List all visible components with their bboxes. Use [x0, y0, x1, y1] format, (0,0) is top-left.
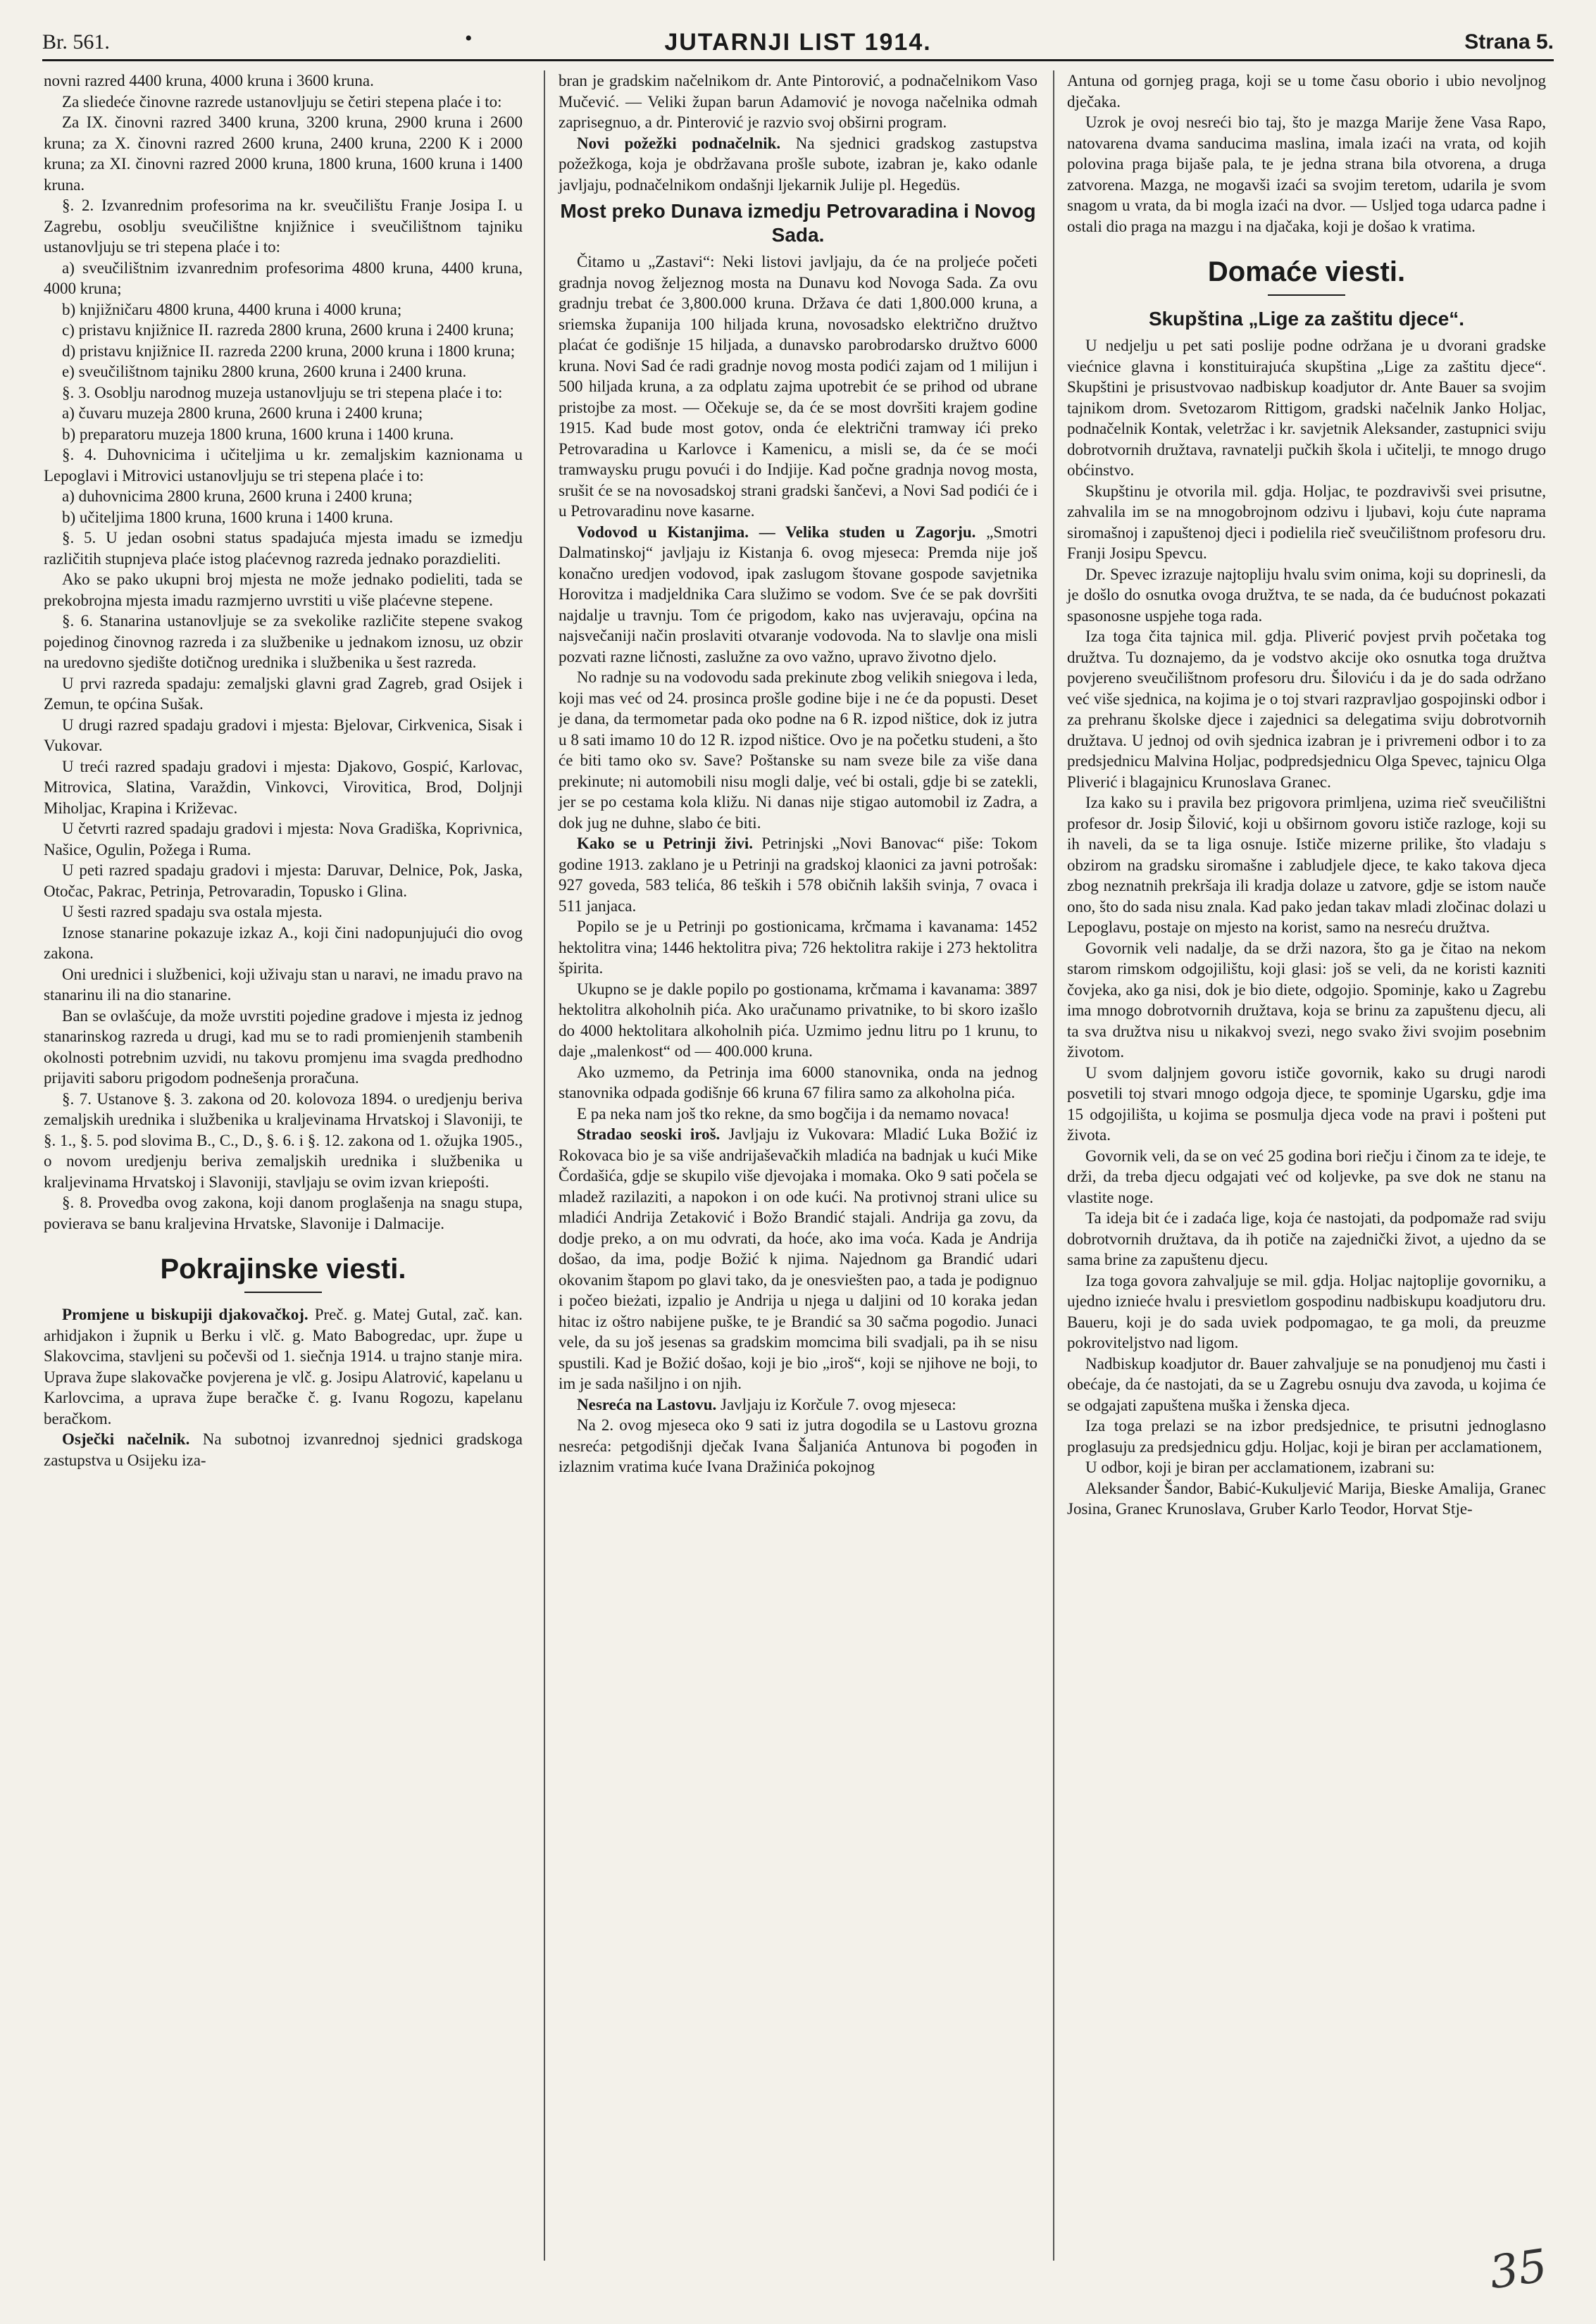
page-header — [42, 25, 1554, 61]
heading-rule — [244, 1292, 322, 1293]
column-1 — [44, 70, 523, 1470]
paragraph: Iza toga čita tajnica mil. gdja. Pliverić povjest prvih početaka tog družtva. Tu doznajemo, da je vodstvo akcije oko osnutka toga družtva povjereno sveučilištnom profesoru dru. Šiloviću i da je do sada održano već više sjednica, na kojima je o toj stvari razpravljao gospojinski odbor i za prehranu školske djece i zajednici sa delegatima sviju dobrotvornih družtava. U jednoj od ovih sjednica izabran je i privremeni odbor i to za predsjednicu Malvina Holjac, podpredsjednicu Olga Spevec, tajnicu Olga Pliverić i blagajnicu Krunoslava Granec. — [1067, 627, 1546, 791]
paragraph: b) knjižničaru 4800 kruna, 4400 kruna i 4000 kruna; — [62, 300, 402, 318]
article-title: Most preko Dunava izmedju Petrovaradina i Novog Sada. — [560, 200, 1036, 246]
paragraph: U drugi razred spadaju gradovi i mjesta: Bjelovar, Cirkvenica, Sisak i Vukovar. — [44, 716, 523, 754]
paragraph: Antuna od gornjeg praga, koji se u tome času oborio i ubio nevoljnog dječaka. — [1067, 72, 1546, 111]
column-3 — [1067, 70, 1546, 1520]
paragraph: b) učiteljima 1800 kruna, 1600 kruna i 1400 kruna. — [62, 508, 394, 526]
paragraph: §. 2. Izvanrednim profesorima na kr. sveučilištu Franje Josipa I. u Zagrebu, osoblju sveučilištne knjižnice i sveučilištnom tajniku ustanovljuju se tri stepena plaće i to: — [44, 196, 523, 256]
section-heading: Pokrajinske viesti. — [160, 1254, 406, 1285]
article — [559, 833, 1037, 916]
page-number: Strana 5. — [1464, 30, 1554, 54]
article-lead: Osječki načelnik. — [62, 1430, 190, 1448]
paragraph: §. 8. Provedba ovog zakona, koji danom proglašenja na snagu stupa, povierava se banu kraljevina Hrvatske, Slavonije i Dalmacije. — [44, 1194, 523, 1232]
article-lead: Nesreća na Lastovu. — [577, 1395, 717, 1413]
article-body: Na subotnoj izvanrednoj sjednici gradskoga zastupstva u Osijeku iza- — [44, 1430, 523, 1469]
paragraph: U svom daljnjem govoru ističe govornik, kako su drugi narodi posvetili toj stvari mnogo odgoja djece, te spominje Ugarsku, gdje ima 15 odgojilišta, u kojima se posmulja djeca vode na pravi i pošteni put života. — [1067, 1063, 1546, 1144]
paragraph: Ako uzmemo, da Petrinja ima 6000 stanovnika, onda na jednog stanovnika odpada godišnje 66 kruna 67 filira samo za alkoholna pića. — [559, 1063, 1037, 1101]
article — [44, 1304, 523, 1429]
paragraph: Ako se pako ukupni broj mjesta ne može jednako podieliti, tada se prekobrojna mjesta imadu razmjerno uvrstiti u više plaćevne stepene. — [44, 570, 523, 609]
article-lead: Stradao seoski iroš. — [577, 1125, 721, 1143]
paragraph: Aleksander Šandor, Babić-Kukuljević Marija, Bieske Amalija, Granec Josina, Granec Krunoslava, Gruber Karlo Teodor, Horvat Stje- — [1067, 1479, 1546, 1518]
heading-rule — [1268, 294, 1345, 296]
paragraph: Popilo se je u Petrinji po gostionicama, krčmama i kavanama: 1452 hektolitra vina; 1446 hektolitra piva; 726 hektolitra rakije i 273 hektolitra špirita. — [559, 918, 1037, 977]
paragraph: §. 6. Stanarina ustanovljuje se za svekolike različite stepene svakog pojedinog činovnog razreda i za službenike u jednakom iznosu, uz obzir na uredovno sjedište dotičnog urednika i službenika u šest razreda. — [44, 612, 523, 671]
paragraph: §. 4. Duhovnicima i učiteljima u kr. zemaljskim kaznionama u Lepoglavi i Mitrovici ustanovljuju se tri stepena plaće i to: — [44, 446, 523, 485]
section-heading: Domaće viesti. — [1207, 256, 1406, 287]
newspaper-title: JUTARNJI LIST 1914. — [664, 28, 932, 56]
column-divider — [544, 70, 545, 2261]
paragraph: Iza toga prelazi se na izbor predsjednice, te prisutni jednoglasno proglasuju za predsjednicu gdju. Holjac, koji je biran per acclamationem, — [1067, 1417, 1546, 1456]
article-body: Na sjednici gradskog zastupstva požežkoga, koja je obdržavana prošle subote, izabran je, kako odanle javljaju, podnačelnikom ondašnji ljekarnik Julije pl. Hegedüs. — [559, 134, 1037, 194]
paragraph: §. 7. Ustanove §. 3. zakona od 20. kolovoza 1894. o uredjenju beriva zemaljskih urednika i službenika u kraljevinama Hrvatskoj i Slavoniji, te §. 1., §. 5. pod slovima B., C., D., §. 6. i §. 12. zakona od 1. ožujka 1905., o novom uredjenju beriva zemaljskih urednika i službenika u kraljevinama Hrvatskoj i Slavoniji, stavljaju se ovim izvan kriepośti. — [44, 1089, 523, 1191]
paragraph: Uzrok je ovoj nesreći bio taj, što je mazga Marije žene Vasa Rapo, natovarena dvama sanducima maslina, imala izaći na vrata, od kojih polovina praga bijaše pala, te je jedna strana bila otvorena, a druga zatvorena. Mazga, ne mogavši izaći sa svojim teretom, udarila je svom snagom u vrata, da bi mogla izaći na dvor. — Usljed toga udarca padne i ostali dio praga na mazgu i na djačaka, koji je došao k vratima. — [1067, 113, 1546, 235]
paragraph: d) pristavu knjižnice II. razreda 2200 kruna, 2000 kruna i 1800 kruna; — [62, 342, 516, 360]
paragraph: §. 5. U jedan osobni status spadajuća mjesta imadu se izmedju različitih stupnjeva plaće istog plaćevnog razreda jednako porazdieliti. — [44, 529, 523, 568]
paragraph: Ban se ovlašćuje, da može uvrstiti pojedine gradove i mjesta iz jednog stanarinskog razreda u drugi, kad mu se to radi promienjenih stambenih okolnosti potrebnim uzvidi, nu takovu promjenu ima svagda predhodno prijaviti saboru prigodom podnešenja proračuna. — [44, 1006, 523, 1087]
paragraph: Oni urednici i službenici, koji uživaju stan u naravi, ne imadu pravo na stanarinu ili na dio stanarine. — [44, 965, 523, 1004]
article-lead: Vodovod u Kistanjima. — Velika studen u Zagorju. — [577, 523, 976, 541]
paragraph: Skupštinu je otvorila mil. gdja. Holjac, te pozdravivši svei prisutne, zahvalila im se na mnogobrojnom odzivu i ljubavi, koju ćute naprama siromašnoj i zapuštenoj djeci i podielila rieč sveučilištnom profesoru dru. Franji Josipu Spevcu. — [1067, 482, 1546, 562]
paragraph: a) duhovnicima 2800 kruna, 2600 kruna i 2400 kruna; — [62, 487, 413, 505]
paragraph: a) sveučilištnim izvanrednim profesorima 4800 kruna, 4400 kruna, 4000 kruna; — [44, 258, 523, 297]
column-2 — [559, 70, 1037, 1478]
article-lead: Novi požežki podnačelnik. — [577, 134, 781, 152]
article — [559, 133, 1037, 196]
paragraph: U šesti razred spadaju sva ostala mjesta. — [62, 903, 323, 920]
issue-number: Br. 561. — [42, 30, 110, 54]
paragraph: Ukupno se je dakle popilo po gostionama, krčmama i kavanama: 3897 hektolitra alkoholnih pića. Ako uračunamo privatnike, to bi skoro izašlo do 4000 hektolitara alkoholnih pića. Uzmimo jednu litru po 1 krunu, to daje „malenkost“ od — 400.000 kruna. — [559, 980, 1037, 1060]
paragraph: Iznose stanarine pokazuje izkaz A., koji čini nadopunjujući dio ovog zakona. — [44, 923, 523, 962]
paragraph: b) preparatoru muzeja 1800 kruna, 1600 kruna i 1400 kruna. — [62, 425, 454, 443]
article-lead: Promjene u biskupiji djakovačkoj. — [62, 1306, 308, 1323]
article-body: Preč. g. Matej Gutal, zač. kan. arhidjakon i župnik u Berku i vlč. g. Mato Babogredac, upr. župe u Slakovcima, stavljeni su počevši od 1. siečnja 1914. u trajno stanje mira. Uprava župe slakovačke povjerena je vlč. g. Josipu Alatrović, kapelanu u Karlovcima, a uprava župe beračke č. g. Ivanu Rogozu, kapelanu beračkom. — [44, 1306, 523, 1427]
paragraph: Govornik veli nadalje, da se drži nazora, što ga je čitao na nekom starom rimskom odgojilištu, koji glasi: još se veli, da ne koristi kazniti čovjeka, ako ga nisi, dok je bio diete, odgojio. Spominje, kako u Zagrebu ima mnogo dobrotvornih družtava, koja se brinu za zapuštenu djecu, ali ta sva družtva nisu u nikakvoj svezi, nego svako živi svojim posebnim životom. — [1067, 939, 1546, 1061]
paragraph: Za IX. činovni razred 3400 kruna, 3200 kruna, 2900 kruna i 2600 kruna; za X. činovni razred 2600 kruna, 2400 kruna, 2200 K i 2000 kruna; za XI. činovni razred 2000 kruna, 1800 kruna, 1600 kruna i 1400 kruna. — [44, 113, 523, 194]
paragraph: Iza toga govora zahvaljuje se mil. gdja. Holjac najtoplije govorniku, a ujedno iznieće hvalu i presvietlom gospodinu nadbiskupu koadjutoru dru. Baueru, koji je do sada uviek podpomagao, te ga moli, da preuzme pokroviteljstvo nad ligom. — [1067, 1271, 1546, 1351]
article — [559, 1124, 1037, 1394]
paragraph: U nedjelju u pet sati poslije podne održana je u dvorani gradske viećnice glavna i konstituirajuća skupština „Lige za zaštitu djece“. Skupštini je prisustvovao nadbiskup koadjutor dr. Ante Bauer sa svojim tajnikom drom. Svetozarom Rittigom, gradski načelnik Janko Holjac, podnačelnik Kontak, veletržac i kr. savjetnik Aleksander, zastupnici sviju dobrotvornih družtava, ravnatelji pučkih škola i učitelji, te mnogo drugo obćinstvo. — [1067, 337, 1546, 479]
paragraph: e) sveučilištnom tajniku 2800 kruna, 2600 kruna i 2400 kruna. — [62, 363, 467, 380]
article-lead: Kako se u Petrinji živi. — [577, 835, 754, 852]
header-dot: • — [465, 27, 473, 50]
handwritten-page-number: 35 — [1485, 2239, 1550, 2300]
article — [559, 522, 1037, 668]
article-body: Javljaju iz Korčule 7. ovog mjeseca: — [721, 1395, 956, 1413]
paragraph: Govornik veli, da se on već 25 godina bori riečju i činom za te ideje, te drži, da treba djecu odgajati već od koljevke, pa sve dok ne stanu na vlastite noge. — [1067, 1147, 1546, 1206]
paragraph: c) pristavu knjižnice II. razreda 2800 kruna, 2600 kruna i 2400 kruna; — [62, 321, 514, 339]
article-body: Javljaju iz Vukovara: Mladić Luka Božić iz Rokovaca bio je sa više andrijaševačkih mladića na badnjak u kući Mike Čordašića, gdje se skupilo više djevojaka i momaka. Oko 9 sati počela se mladež razilaziti, a napokon i on ode kući. Na protivnoj strani ulice su mladići Andrija Zetaković i Božo Brandić stajali. Andrija ga zovu, da dodje preko, a on mu odvrati, da hoće, ako ima voća. Kada je Andrija došao, da ima, podje Božić k njima. Najednom ga Brandić udari okovanim štapom po glavi tako, da je onesviešten pao, a tada je podignuo i počeo bieżati, izpalio je Andrija u njega u daljini od 10 koraka jedan hitac iz oštro nabijene puške, te je Brandić sa 30 sačma pogodio. Junaci vele, da su još jesenas sa gradskim momcima bili svadjali, pa ih se nisu spustili. Kad je Božić došao, koji je bio „iroš“, koji se njihove ne boji, to im je sada našiljno i on njih. — [559, 1125, 1037, 1392]
paragraph: Nadbiskup koadjutor dr. Bauer zahvaljuje se na ponudjenoj mu časti i obećaje, da će nastojati, da se u Zagrebu osnuju dva zavoda, u kojima će se odgajati zapuštena muška i ženska djeca. — [1067, 1354, 1546, 1414]
paragraph: Dr. Spevec izrazuje najtopliju hvalu svim onima, koji su doprinesli, da je došlo do osnutka ovoga družtva, te se nada, da će budućnost pokazati spasonosne uspjehe toga rada. — [1067, 565, 1546, 625]
paragraph: U odbor, koji je biran per acclamationem, izabrani su: — [1085, 1458, 1435, 1476]
article-body: „Smotri Dalmatinskoj“ javljaju iz Kistanja 6. ovog mjeseca: Premda nije još konačno uredjen vodovod, ipak zaslugom štovane gospode savjetnika Horovitza i madjeldnika Cara služimo se vodom. Sve će se pak dovršiti najdalje u travnju. Tom će prigodom, kako nas uvjeravaju, općina na najsvečaniji način proslaviti otvaranje vodovoda. Na to slavlje ona misli pozvati razne ličnosti, zaslužne za ovo važno, upravo životno djelo. — [559, 523, 1037, 666]
paragraph: Iza kako su i pravila bez prigovora primljena, uzima rieč sveučilištni profesor dr. Josip Šilović, koji u obširnom govoru ističe razloge, koji su ih naveli, da se ta liga osnuje. Ističe mizerne prilike, što vladaju s obzirom na gradsku siromašne i zabludjele djece, te kako takova djeca zbog neznatnih prekršaja ili kradja dolaze u zatvore, gdje se istom nauče ono, što do sada nisu znala. Kad pako jedan takav mladi zločinac dolazi u Lepoglavu, postaje on mjesto na korist, samo na nesreću družtva. — [1067, 794, 1546, 936]
paragraph: §. 3. Osoblju narodnog muzeja ustanovljuju se tri stepena plaće i to: — [62, 383, 503, 401]
paragraph: a) čuvaru muzeja 2800 kruna, 2600 kruna i 2400 kruna; — [62, 404, 423, 422]
article — [44, 1429, 523, 1470]
paragraph: No radnje su na vodovodu sada prekinute zbog velikih sniegova i leda, koji mas već od 24. prosinca prošle godine bije i ne će da popusti. Deset je dana, da termometar pada oko podne na 6 R. izpod ništice, dok iz jutra u 8 sati imamo 10 do 12 R. izpod ništice. Ovo je na početku studeni, a što će biti tamo oko sv. Save? Poštanske su nam sveze bile za više dana prekinute; ni automobili nisu mogli dalje, već bi ostali, gdje bi se zatekli, jer se po cestama kola kližu. Ni danas nije stigao automobil iz Zadra, a dok jug ne duhne, slabo će biti. — [559, 668, 1037, 832]
article-body: Petrinjski „Novi Banovac“ piše: Tokom godine 1913. zaklano je u Petrinji na gradskoj klaonici za javni potrošak: 927 goveda, 583 telića, 86 teških i 578 običnih lakših svinja, 7 ovaca i 511 janjaca. — [559, 835, 1038, 915]
paragraph: U četvrti razred spadaju gradovi i mjesta: Nova Gradiška, Koprivnica, Našice, Ogulin, Požega i Ruma. — [44, 820, 523, 858]
paragraph: Čitamo u „Zastavi“: Neki listovi javljaju, da će na proljeće početi gradnja novog željeznog mosta na Dunavu kod Novoga Sada. Za ovu gradnju trebat će 3,800.000 kruna. Država će dati 1,800.000 kruna, a sriemska županija 100 hiljada kruna, novosadsko električno družtvo plaćat će godišnje 15 hiljada, a dunavsko parobrodarsko družtvo 6000 kruna. Novi Sad će radi gradnje novog mosta podići zajam od 1 milijun i 500 hiljada kruna, a za odplatu zajma upotrebit će se prihod od ubrane pristojbe za most. — Očekuje se, da će se most dovršiti krajem godine 1915. Kad bude most gotov, onda će električni tramway ići preko Petrovaradina u Karlovce i Kamenicu, a misli se, da će se moći tramwaysku prugu povući i do Indjije. Kad počne gradnja novog mosta, srušit će se na novosadskoj strani gradski šančevi, a Novi Sad podići će i u Petrovaradinu nove kasarne. — [559, 253, 1037, 520]
article-title: Skupština „Lige za zaštitu djece“. — [1148, 308, 1465, 330]
column-divider — [1053, 70, 1054, 2261]
paragraph: bran je gradskim načelnikom dr. Ante Pintorović, a podnačelnikom Vaso Mučević. — Veliki župan barun Adamović je novoga načelnika odmah zaprisegnuo, a dr. Pinterović je razvio svoj obširni program. — [559, 72, 1037, 131]
paragraph: U prvi razreda spadaju: zemaljski glavni grad Zagreb, grad Osijek i Zemun, te općina Sušak. — [44, 674, 523, 713]
article — [559, 1394, 1037, 1416]
paragraph: E pa neka nam još tko rekne, da smo bogčija i da nemamo novaca! — [577, 1104, 1010, 1123]
paragraph: Na 2. ovog mjeseca oko 9 sati iz jutra dogodila se u Lastovu grozna nesreća: petgodišnji dječak Ivana Šaljanića Antunova bi pogođen in izlaznim vratima kuće Ivana Dražinića pokojnog — [559, 1416, 1037, 1475]
paragraph: novni razred 4400 kruna, 4000 kruna i 3600 kruna. — [44, 72, 374, 89]
paragraph: U treći razred spadaju gradovi i mjesta: Djakovo, Gospić, Karlovac, Mitrovica, Slatina, Varaždin, Vinkovci, Virovitica, Brod, Doljnji Miholjac, Krapina i Križevac. — [44, 757, 523, 817]
paragraph: Za sliedeće činovne razrede ustanovljuju se četiri stepena plaće i to: — [62, 92, 502, 111]
paragraph: U peti razred spadaju gradovi i mjesta: Daruvar, Delnice, Pok, Jaska, Otočac, Pakrac, Petrinja, Petrovaradin, Topusko i Glina. — [44, 861, 523, 900]
paragraph: Ta ideja bit će i zadaća lige, koja će nastojati, da podpomaže rad sviju dobrotvornih družtava, da ih potiče na zajednički život, a ujedno da se sama brine za zapuštenu djecu. — [1067, 1209, 1546, 1268]
